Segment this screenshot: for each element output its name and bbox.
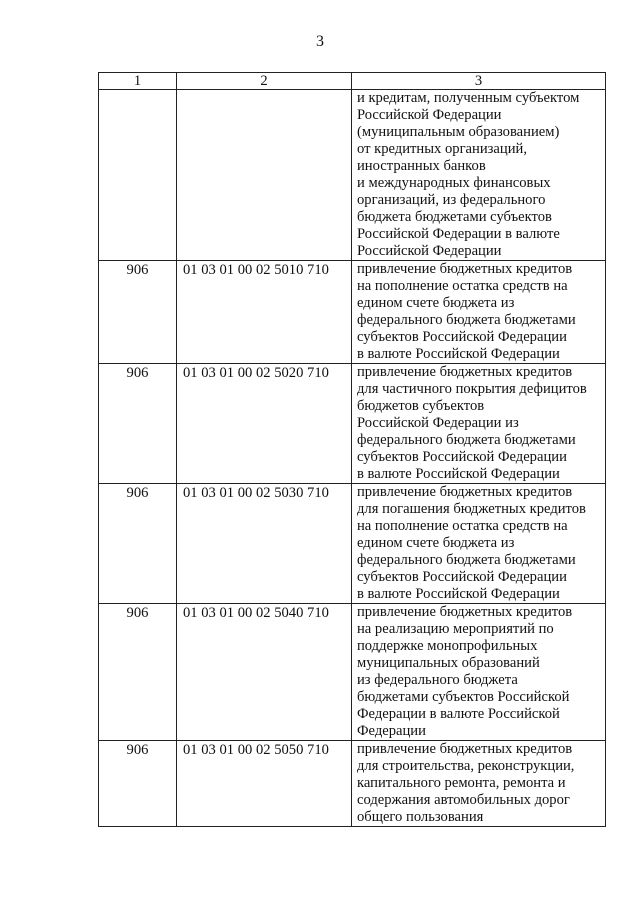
description-line: федерального бюджета бюджетами — [357, 552, 576, 568]
description-line: общего пользования — [357, 809, 484, 825]
table-row — [99, 90, 606, 261]
table-row — [99, 484, 606, 604]
description-line: Федерации — [357, 723, 426, 739]
description-line: бюджета бюджетами субъектов — [357, 209, 552, 225]
description-line: на пополнение остатка средств на — [357, 518, 568, 534]
description-line: в валюте Российской Федерации — [357, 466, 560, 482]
description-line: федерального бюджета бюджетами — [357, 312, 576, 328]
description-line: в валюте Российской Федерации — [357, 586, 560, 602]
column-header-2: 2 — [177, 73, 352, 90]
budget-code-cell: 01 03 01 00 02 5020 710 — [177, 364, 352, 484]
description-line: бюджетами субъектов Российской — [357, 689, 570, 705]
description-line: привлечение бюджетных кредитов — [357, 604, 573, 620]
description-line: Российской Федерации — [357, 107, 502, 123]
description-line: привлечение бюджетных кредитов — [357, 484, 573, 500]
budget-classification-table — [98, 72, 606, 827]
budget-code-cell: 01 03 01 00 02 5010 710 — [177, 261, 352, 364]
description-line: муниципальных образований — [357, 655, 540, 671]
table-row — [99, 261, 606, 364]
description-line: поддержке монопрофильных — [357, 638, 538, 654]
admin-code-cell: 906 — [99, 604, 177, 741]
description-line: для погашения бюджетных кредитов — [357, 501, 586, 517]
budget-code-cell: 01 03 01 00 02 5040 710 — [177, 604, 352, 741]
description-line: капитального ремонта, ремонта и — [357, 775, 566, 791]
description-line: для частичного покрытия дефицитов — [357, 381, 587, 397]
budget-code-cell: 01 03 01 00 02 5030 710 — [177, 484, 352, 604]
description-line: привлечение бюджетных кредитов — [357, 364, 573, 380]
description-line: в валюте Российской Федерации — [357, 346, 560, 362]
table-row — [99, 364, 606, 484]
description-line: Федерации в валюте Российской — [357, 706, 560, 722]
admin-code-cell: 906 — [99, 364, 177, 484]
description-line: для строительства, реконструкции, — [357, 758, 575, 774]
description-line: (муниципальным образованием) — [357, 124, 560, 140]
description-line: из федерального бюджета — [357, 672, 518, 688]
description-line: Российской Федерации — [357, 243, 502, 259]
budget-code-cell: 01 03 01 00 02 5050 710 — [177, 741, 352, 827]
budget-code-cell — [177, 90, 352, 261]
admin-code-cell: 906 — [99, 261, 177, 364]
table-row — [99, 741, 606, 827]
description-line: организаций, из федерального — [357, 192, 546, 208]
description-cell — [352, 364, 606, 484]
description-line: от кредитных организаций, — [357, 141, 527, 157]
description-cell — [352, 90, 606, 261]
description-line: субъектов Российской Федерации — [357, 569, 567, 585]
description-cell — [352, 261, 606, 364]
description-line: на реализацию мероприятий по — [357, 621, 554, 637]
table-row — [99, 604, 606, 741]
description-line: субъектов Российской Федерации — [357, 449, 567, 465]
description-line: федерального бюджета бюджетами — [357, 432, 576, 448]
column-header-1: 1 — [99, 73, 177, 90]
description-line: Российской Федерации в валюте — [357, 226, 560, 242]
description-cell — [352, 604, 606, 741]
description-cell — [352, 741, 606, 827]
description-line: и международных финансовых — [357, 175, 551, 191]
table-header-row — [99, 73, 606, 90]
admin-code-cell: 906 — [99, 741, 177, 827]
column-header-3: 3 — [352, 73, 606, 90]
table-body — [99, 90, 606, 827]
admin-code-cell — [99, 90, 177, 261]
description-line: Российской Федерации из — [357, 415, 519, 431]
description-line: иностранных банков — [357, 158, 486, 174]
description-line: привлечение бюджетных кредитов — [357, 261, 573, 277]
description-line: привлечение бюджетных кредитов — [357, 741, 573, 757]
description-line: на пополнение остатка средств на — [357, 278, 568, 294]
page-number: 3 — [316, 33, 324, 50]
description-line: субъектов Российской Федерации — [357, 329, 567, 345]
admin-code-cell: 906 — [99, 484, 177, 604]
description-line: едином счете бюджета из — [357, 535, 515, 551]
description-line: едином счете бюджета из — [357, 295, 515, 311]
description-line: бюджетов субъектов — [357, 398, 485, 414]
description-line: содержания автомобильных дорог — [357, 792, 570, 808]
description-line: и кредитам, полученным субъектом — [357, 90, 580, 106]
description-cell — [352, 484, 606, 604]
